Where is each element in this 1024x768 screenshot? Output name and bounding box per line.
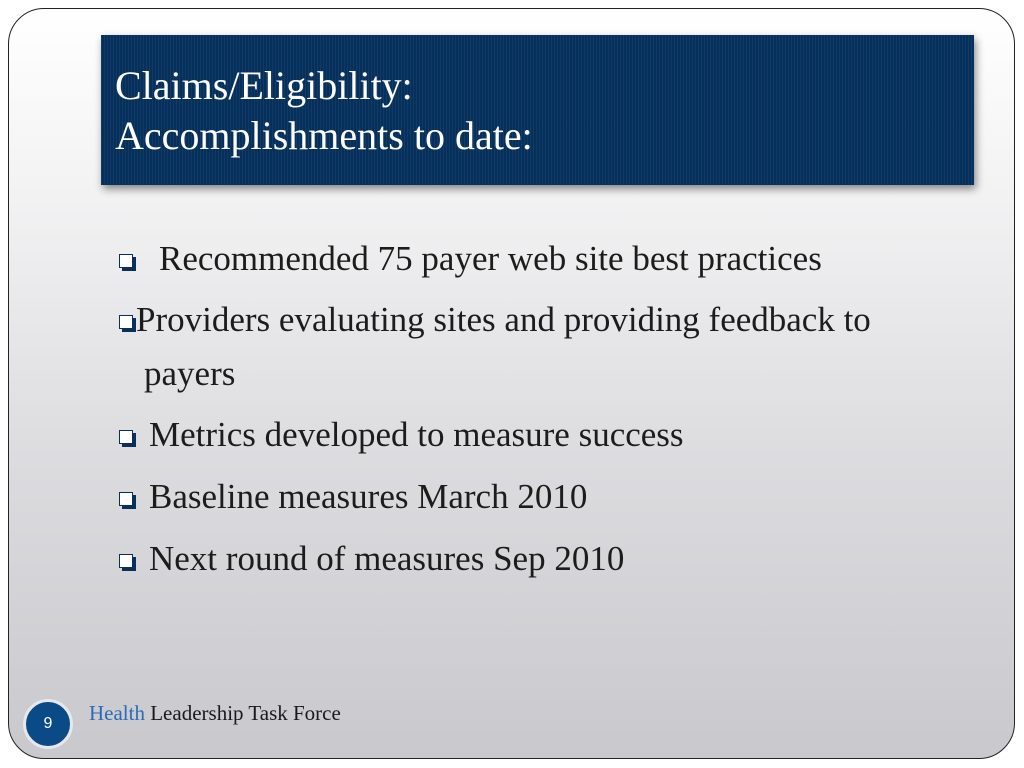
bullet-item bbox=[117, 293, 967, 401]
bullet-item bbox=[117, 469, 967, 525]
slide-number-badge: 9 bbox=[23, 699, 73, 749]
slide-title-line-2: Accomplishments to date: bbox=[115, 113, 533, 158]
footer-organization bbox=[89, 701, 341, 726]
checkbox-square-icon bbox=[119, 254, 133, 268]
bullet-text: Baseline measures March 2010 bbox=[149, 477, 588, 516]
bullet-text: Next round of measures Sep 2010 bbox=[149, 539, 625, 578]
title-banner bbox=[101, 35, 974, 185]
slide-title-line-1: Claims/Eligibility: bbox=[115, 63, 413, 108]
checkbox-square-icon bbox=[119, 554, 133, 568]
checkbox-square-icon bbox=[119, 315, 133, 329]
bullet-text: Providers evaluating sites and providing feedback to payers bbox=[136, 300, 871, 393]
bullet-item bbox=[117, 231, 967, 287]
bullet-text: Metrics developed to measure success bbox=[149, 415, 684, 454]
bullet-item bbox=[117, 531, 967, 587]
slide bbox=[8, 8, 1015, 759]
footer-org-rest: Leadership Task Force bbox=[150, 701, 341, 725]
checkbox-square-icon bbox=[119, 430, 133, 444]
footer-org-highlight: Health bbox=[89, 701, 145, 725]
bullet-list bbox=[117, 231, 967, 593]
bullet-text: Recommended 75 payer web site best practices bbox=[159, 239, 822, 278]
bullet-item bbox=[117, 407, 967, 463]
checkbox-square-icon bbox=[119, 492, 133, 506]
